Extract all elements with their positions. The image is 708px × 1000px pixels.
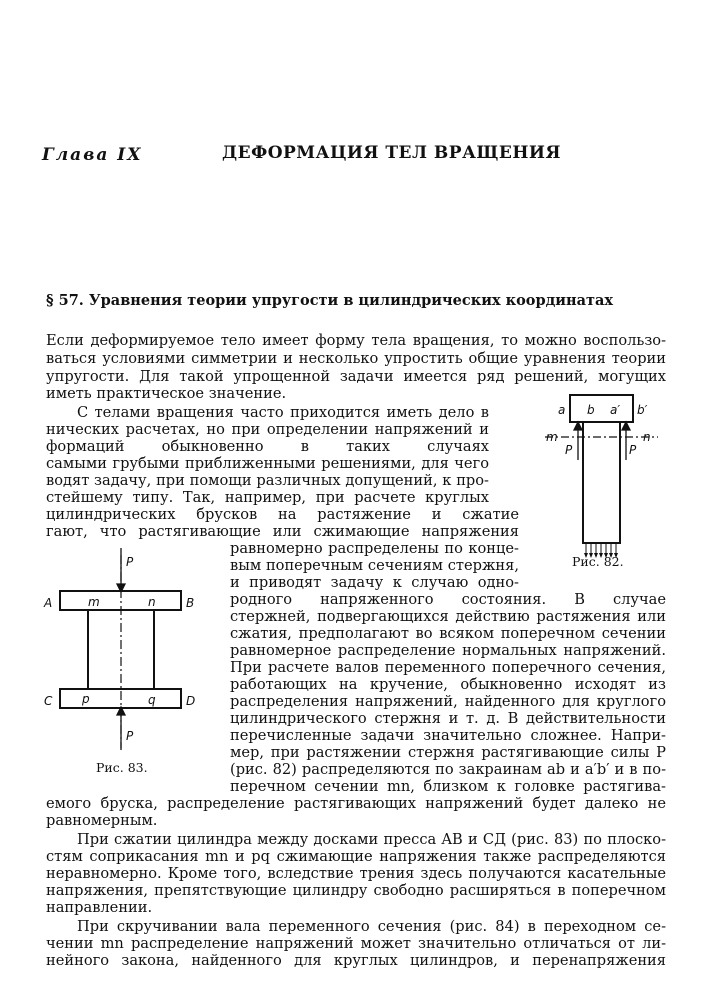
text-line: самыми грубыми приближенными решениями, для чего [46,455,489,472]
section-title: § 57. Уравнения теории упругости в цилиндрических координатах [46,292,614,309]
text-line: вым поперечным сечениям стержня, [230,557,519,574]
text-line: перечном сечении mn, близком к головке растягива- [230,778,666,795]
text-line: равномерным. [46,812,158,829]
text-line: работающих на кручение, обыкновенно исходят из [230,676,666,693]
text-line: и приводят задачу к случаю одно- [230,574,519,591]
text-line: При скручивании вала переменного сечения (рис. 84) в переходном се- [77,918,666,935]
fig82-rod [583,422,620,543]
text-line: чении mn распределение напряжений может значительно отличаться от ли- [46,935,666,952]
text-line: равномерно распределены по конце- [230,540,519,557]
fig82-label: b [587,403,595,417]
text-line: стержней, подвергающихся действию растяжения или [230,608,666,625]
fig82-head [570,395,633,422]
fig83-label: C [44,694,53,708]
text-line: сжатия, предполагают во всяком поперечном сечении [230,625,666,642]
text-line: родного напряженного состояния. В случае [230,591,666,608]
text-line: емого бруска, распределение растягивающих напряжений будет далеко не [46,795,666,812]
figure-83 [30,540,220,760]
chapter-title: ДЕФОРМАЦИЯ ТЕЛ ВРАЩЕНИЯ [222,143,561,163]
fig82-label: P [565,443,573,457]
fig83-label: m [88,595,100,609]
text-line: напряжения, препятствующие цилиндру свободно расширяться в поперечном [46,882,666,899]
fig83-label: B [186,596,195,610]
text-line: иметь практическое значение. [46,385,287,402]
text-line: стям соприкасания mn и pq сжимающие напряжения также распределяются [46,848,666,865]
text-line: мер, при растяжении стержня растягивающие силы P [230,744,666,761]
text-line: упругости. Для такой упрощенной задачи имеется ряд решений, могущих [46,368,666,385]
text-line: направлении. [46,899,153,916]
fig82-label: a′ [610,403,621,417]
text-line: стейшему типу. Так, например, при расчете круглых [46,489,489,506]
fig83-label: A [44,596,53,610]
fig83-label: D [186,694,196,708]
text-line: При сжатии цилиндра между досками пресса AB и СД (рис. 83) по плоско- [77,831,666,848]
fig82-label: b′ [637,403,648,417]
fig83-label: n [148,595,156,609]
fig83-label: q [148,693,156,707]
text-line: При расчете валов переменного поперечного сечения, [230,659,666,676]
fig82-label: n [643,430,651,444]
text-line: (рис. 82) распределяются по закраинам ab и a′b′ и в по- [230,761,666,778]
figure-82 [540,390,665,560]
figure-82-caption: Рис. 82. [572,554,624,569]
text-line: цилиндрических брусков на растяжение и сжатие [46,506,519,523]
text-line: формаций обыкновенно в таких случаях [46,438,489,455]
text-line: неравномерно. Кроме того, вследствие трения здесь получаются касательные [46,865,666,882]
text-line: равномерное распределение нормальных напряжений. [230,642,666,659]
text-line: нейного закона, найденного для круглых цилиндров, и перенапряжения [46,952,666,969]
fig82-label: P [629,443,637,457]
text-line: распределения напряжений, найденного для круглого [230,693,666,710]
figure-83-caption: Рис. 83. [96,760,148,775]
text-line: С телами вращения часто приходится иметь дело в [77,404,489,421]
fig83-label: p [82,692,90,706]
text-line: ваться условиями симметрии и несколько упростить общие уравнения теории [46,350,666,367]
text-line: нических расчетах, но при определении напряжений и [46,421,489,438]
fig83-label: P [126,729,134,743]
fig82-label: m [546,430,558,444]
text-line: перечисленные задачи значительно сложнее. Напри- [230,727,666,744]
text-line: Если деформируемое тело имеет форму тела вращения, то можно воспользо- [46,332,666,349]
fig83-label: P [126,555,134,569]
text-line: водят задачу, при помощи различных допущений, к про- [46,472,489,489]
chapter-label: Глава IX [42,145,143,165]
fig82-label: a [558,403,566,417]
text-line: гают, что растягивающие или сжимающие напряжения [46,523,519,540]
text-line: цилиндрического стержня и т. д. В действительности [230,710,666,727]
